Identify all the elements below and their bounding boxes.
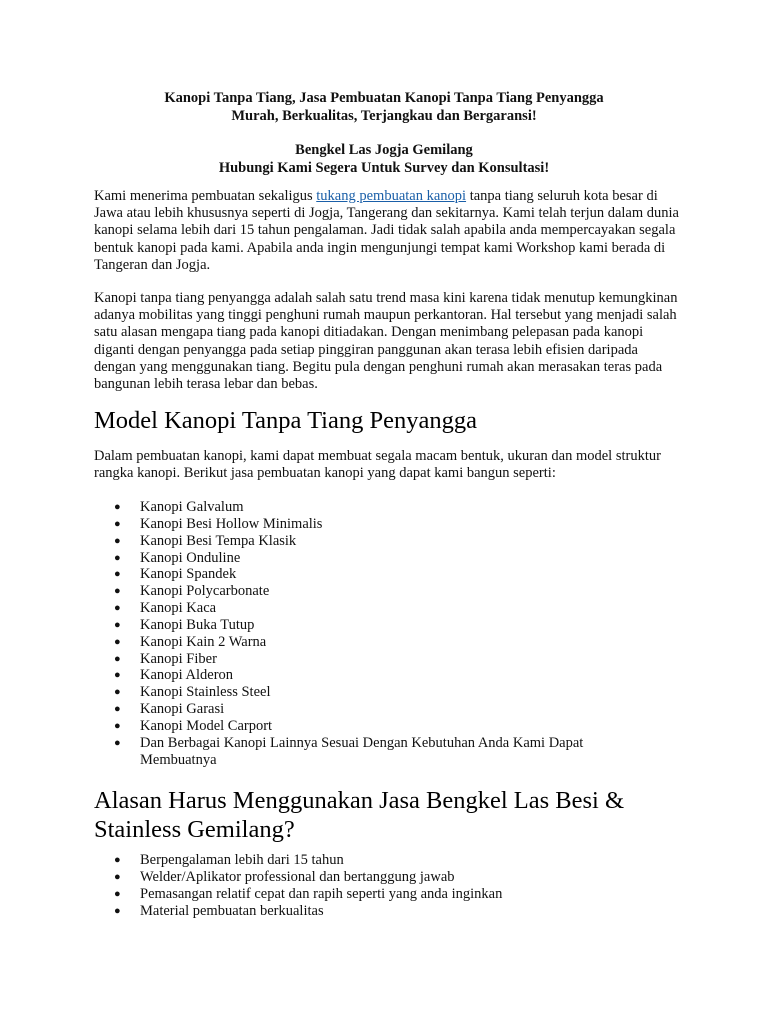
bullet-icon: ● xyxy=(114,501,121,513)
bullet-icon: ● xyxy=(114,517,121,530)
list-item xyxy=(94,516,654,533)
list-item xyxy=(94,651,654,668)
list-item-text: Kanopi Besi Hollow Minimalis xyxy=(140,515,323,532)
bullet-icon: ● xyxy=(114,551,121,564)
list-item xyxy=(94,667,654,684)
list-item-text: Kanopi Polycarbonate xyxy=(140,583,270,600)
paragraph-kanopi-tanpa-tiang: Kanopi tanpa tiang penyangga adalah salah satu trend masa kini karena tidak menutup kemungkinan adanya mobilitas yang tinggi penghuni rumah maupun perkantoran. Hal tersebut yang menjadi salah satu alasan mengapa tiang pada kanopi ditiadakan. Dengan menimbang pelepasan pada kanopi diganti dengan penyangga pada setiap pinggiran panggunan akan terasa lebih efisien daripada dengan yang menggunakan tiang. Begitu pula dengan penghuni rumah akan merasakan teras pada bangunan lebih terasa lebar dan bebas. xyxy=(94,290,678,393)
bullet-icon: ● xyxy=(114,703,121,716)
list-item-text: Kanopi Fiber xyxy=(140,650,217,667)
bullet-icon: ● xyxy=(114,669,121,682)
list-item xyxy=(94,617,654,634)
list-item-text: Kanopi Galvalum xyxy=(140,499,244,515)
bullet-icon: ● xyxy=(114,635,121,648)
intro-text-after-link: tanpa tiang seluruh kota besar di Jawa atau lebih khususnya seperti di Jogja, Tangerang dan sekitarnya. Kami telah terjun dalam dunia kanopi selama lebih dari 15 tahun pengalaman. Jadi tidak salah apabila anda mempercayakan segala bentuk kanopi pada kami. Apabila anda ingin mengunjungi tempat kami Workshop kami berada di Tangeran dan Jogja. xyxy=(94,188,679,273)
list-item-text: Kanopi Buka Tutup xyxy=(140,616,255,633)
list-item xyxy=(94,566,654,583)
list-item xyxy=(94,499,654,516)
section-heading-alasan: Alasan Harus Menggunakan Jasa Bengkel Las Besi & Stainless Gemilang? xyxy=(94,787,625,843)
subtitle-line-1: Bengkel Las Jogja Gemilang xyxy=(295,142,473,158)
list-item-text: Kanopi Besi Tempa Klasik xyxy=(140,532,297,549)
list-item-text: Welder/Aplikator professional dan bertanggung jawab xyxy=(140,868,455,885)
list-item xyxy=(94,684,654,701)
title-block xyxy=(94,89,674,177)
list-item xyxy=(94,533,654,550)
list-item-text: Kanopi Spandek xyxy=(140,566,237,583)
kanopi-model-list xyxy=(94,499,654,769)
bullet-icon: ● xyxy=(114,854,121,866)
intro-paragraph xyxy=(94,188,679,274)
list-item-text: Kanopi Kaca xyxy=(140,600,217,617)
reasons-list xyxy=(94,852,654,919)
bullet-icon: ● xyxy=(114,534,121,547)
intro-text-before-link: Kami menerima pembuatan sekaligus xyxy=(94,188,317,204)
bullet-icon: ● xyxy=(114,585,121,598)
title-line-2: Murah, Berkualitas, Terjangkau dan Bergaransi! xyxy=(231,108,537,124)
list-item xyxy=(94,852,654,869)
list-item-text: Kanopi Alderon xyxy=(140,667,234,684)
list-item-text: Berpengalaman lebih dari 15 tahun xyxy=(140,852,344,868)
list-item xyxy=(94,718,654,735)
list-item xyxy=(94,583,654,600)
list-item-text: Pemasangan relatif cepat dan rapih seperti yang anda inginkan xyxy=(140,885,503,902)
list-item xyxy=(94,735,654,769)
bullet-icon: ● xyxy=(114,719,121,732)
list-item-text: Kanopi Stainless Steel xyxy=(140,684,271,701)
list-item xyxy=(94,903,654,920)
list-item xyxy=(94,550,654,567)
list-item-text: Kanopi Onduline xyxy=(140,549,241,566)
tukang-pembuatan-kanopi-link[interactable]: tukang pembuatan kanopi xyxy=(316,188,467,204)
list-item-text: Dan Berbagai Kanopi Lainnya Sesuai Dengan Kebutuhan Anda Kami Dapat Membuatnya xyxy=(140,734,584,768)
bullet-icon: ● xyxy=(114,602,121,615)
section-heading-model-kanopi: Model Kanopi Tanpa Tiang Penyangga xyxy=(94,407,477,434)
bullet-icon: ● xyxy=(114,904,121,917)
list-item-text: Kanopi Kain 2 Warna xyxy=(140,633,267,650)
bullet-icon: ● xyxy=(114,736,121,749)
list-item xyxy=(94,634,654,651)
bullet-icon: ● xyxy=(114,686,121,699)
list-item xyxy=(94,701,654,718)
subtitle-line-2: Hubungi Kami Segera Untuk Survey dan Konsultasi! xyxy=(218,160,550,176)
section-intro-paragraph: Dalam pembuatan kanopi, kami dapat membuat segala macam bentuk, ukuran dan model struktur rangka kanopi. Berikut jasa pembuatan kanopi yang dapat kami bangun seperti: xyxy=(94,448,661,482)
list-item-text: Kanopi Model Carport xyxy=(140,717,273,734)
bullet-icon: ● xyxy=(114,568,121,581)
bullet-icon: ● xyxy=(114,618,121,631)
list-item xyxy=(94,600,654,617)
bullet-icon: ● xyxy=(114,870,121,883)
list-item-text: Material pembuatan berkualitas xyxy=(140,902,324,919)
title-line-1: Kanopi Tanpa Tiang, Jasa Pembuatan Kanopi Tanpa Tiang Penyangga xyxy=(164,90,604,106)
list-item xyxy=(94,869,654,886)
bullet-icon: ● xyxy=(114,652,121,665)
list-item-text: Kanopi Garasi xyxy=(140,701,225,718)
list-item xyxy=(94,886,654,903)
bullet-icon: ● xyxy=(114,887,121,900)
